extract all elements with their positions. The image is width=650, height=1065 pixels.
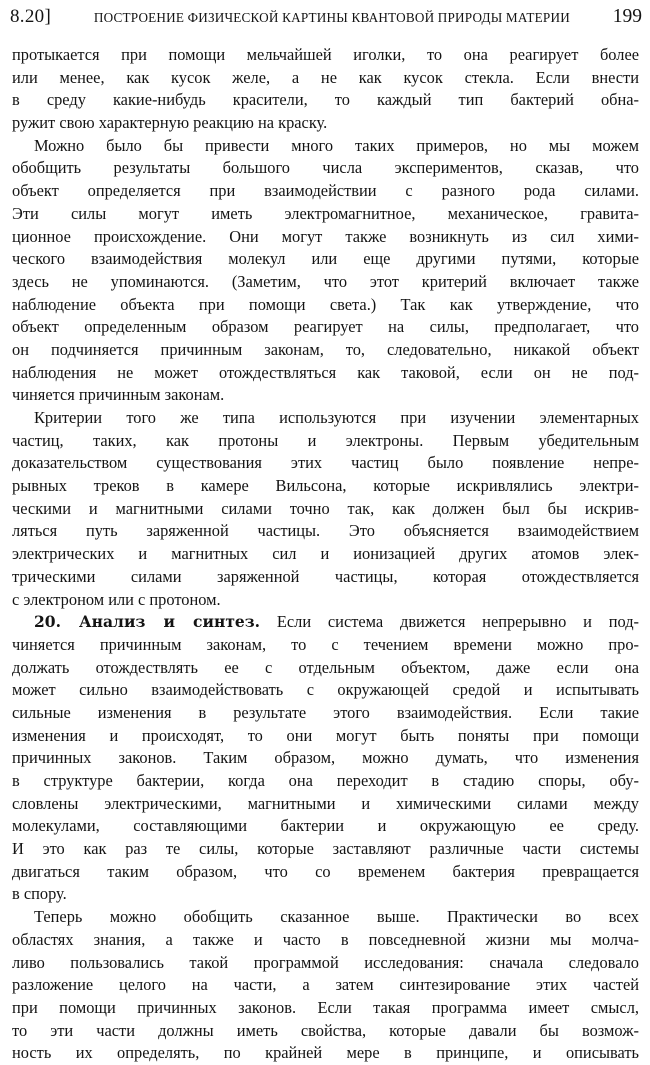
text-line <box>12 611 639 634</box>
text-line: причинных законов. Таким образом, можно думать, что изменения <box>12 748 639 768</box>
page-number: 199 <box>612 6 642 27</box>
body-text <box>12 44 639 1065</box>
text-line-content: Если система движется непрерывно и под- <box>276 612 639 632</box>
text-line: сильные изменения в результате этого взаимодействия. Если такие <box>12 702 639 722</box>
running-title: ПОСТРОЕНИЕ ФИЗИЧЕСКОЙ КАРТИНЫ КВАНТОВОЙ ПРИРОДЫ МАТЕРИИ <box>93 10 570 25</box>
text-line: ливо пользовались такой программой исследования: сначала следовало <box>12 952 639 972</box>
text-line: в среду какие-нибудь красители, то каждый тип бактерий обна- <box>12 90 639 110</box>
text-line: И это как раз те силы, которые заставляют различные части системы <box>12 839 639 859</box>
running-header <box>10 6 642 34</box>
text-line: рывных треков в камере Вильсона, которые искривлялись электри- <box>12 476 639 496</box>
text-line: чиняется причинным законам. <box>12 385 225 405</box>
text-line: ляться путь заряженной частицы. Это объясняется взаимодействием <box>12 521 639 541</box>
text-line: Можно было бы привести много таких примеров, но мы можем <box>34 135 639 155</box>
text-line: протыкается при помощи мельчайшей иголки, то она реагирует более <box>12 45 639 64</box>
text-line: частиц, таких, как протоны и электроны. Первым убедительным <box>12 430 639 450</box>
text-line: в структуре бактерии, когда она переходит в стадию споры, обу- <box>12 771 639 790</box>
text-line: с электроном или с протоном. <box>12 589 221 609</box>
text-line: объект определяется при взаимодействии с разного рода силами. <box>12 181 639 201</box>
text-line: может сильно взаимодействовать с окружающей средой и испытывать <box>12 680 639 700</box>
text-line: или менее, как кусок желе, а не как кусок стекла. Если внести <box>12 67 639 87</box>
text-line: он подчиняется причинным законам, то, следовательно, никакой объект <box>12 339 639 359</box>
text-line: при помощи причинных законов. Если такая программа имеет смысл, <box>12 997 639 1017</box>
text-line: областях знания, а также и часто в повседневной жизни мы молча- <box>12 929 639 949</box>
text-line: обобщить результаты большого числа экспериментов, сказав, что <box>12 158 639 178</box>
text-line: Теперь можно обобщить сказанное выше. Практически во всех <box>34 907 639 927</box>
text-line: наблюдения не может отождествляться как таковой, если он не под- <box>12 362 639 382</box>
text-line: доказательством существования этих частиц было появление непре- <box>12 453 639 473</box>
text-line: разложение целого на части, а затем синтезирование этих частей <box>12 975 639 995</box>
text-line: в спору. <box>12 884 67 904</box>
section-heading: 20. Анализ и синтез. <box>34 612 261 632</box>
text-line: здесь не упоминаются. (Заметим, что этот критерий включает также <box>12 271 639 291</box>
text-line: то эти части должны иметь свойства, которые давали бы возмож- <box>12 1020 639 1040</box>
text-line: трическими силами заряженной частицы, которая отождествляется <box>12 566 639 586</box>
text-line: должать отождествлять ее с отдельным объектом, даже если она <box>12 657 639 677</box>
text-line: словлены электрическими, магнитными и химическими силами между <box>12 793 639 813</box>
text-line: ружит свою характерную реакцию на краску. <box>12 113 328 133</box>
text-line: молекулами, составляющими бактерии и окружающую ее среду. <box>12 816 639 836</box>
section-reference: 8.20] <box>10 6 52 27</box>
text-line: объект определенным образом реагирует на силы, предполагает, что <box>12 317 639 337</box>
text-line: ческого взаимодействия молекул или еще другими путями, которые <box>12 249 639 269</box>
text-line: Эти силы могут иметь электромагнитное, механическое, гравита- <box>12 203 639 223</box>
text-line: ционное происхождение. Они могут также возникнуть из сил хими- <box>12 226 639 246</box>
text-line: двигаться таким образом, что со временем бактерия превращается <box>12 861 639 881</box>
text-line: ческими и магнитными силами точно так, как должен был бы искрив- <box>12 498 639 518</box>
text-line: наблюдение объекта при помощи света.) Так как утверждение, что <box>12 294 639 314</box>
text-line: ность их определять, по крайней мере в принципе, и описывать <box>12 1043 639 1063</box>
text-line: Критерии того же типа используются при изучении элементарных <box>34 408 639 427</box>
text-line: электрических и магнитных сил и ионизацией других атомов элек- <box>12 544 639 564</box>
text-line: чиняется причинным законам, то с течением времени можно про- <box>12 634 639 654</box>
text-line: изменения и происходят, то они могут быть поняты при помощи <box>12 725 639 745</box>
